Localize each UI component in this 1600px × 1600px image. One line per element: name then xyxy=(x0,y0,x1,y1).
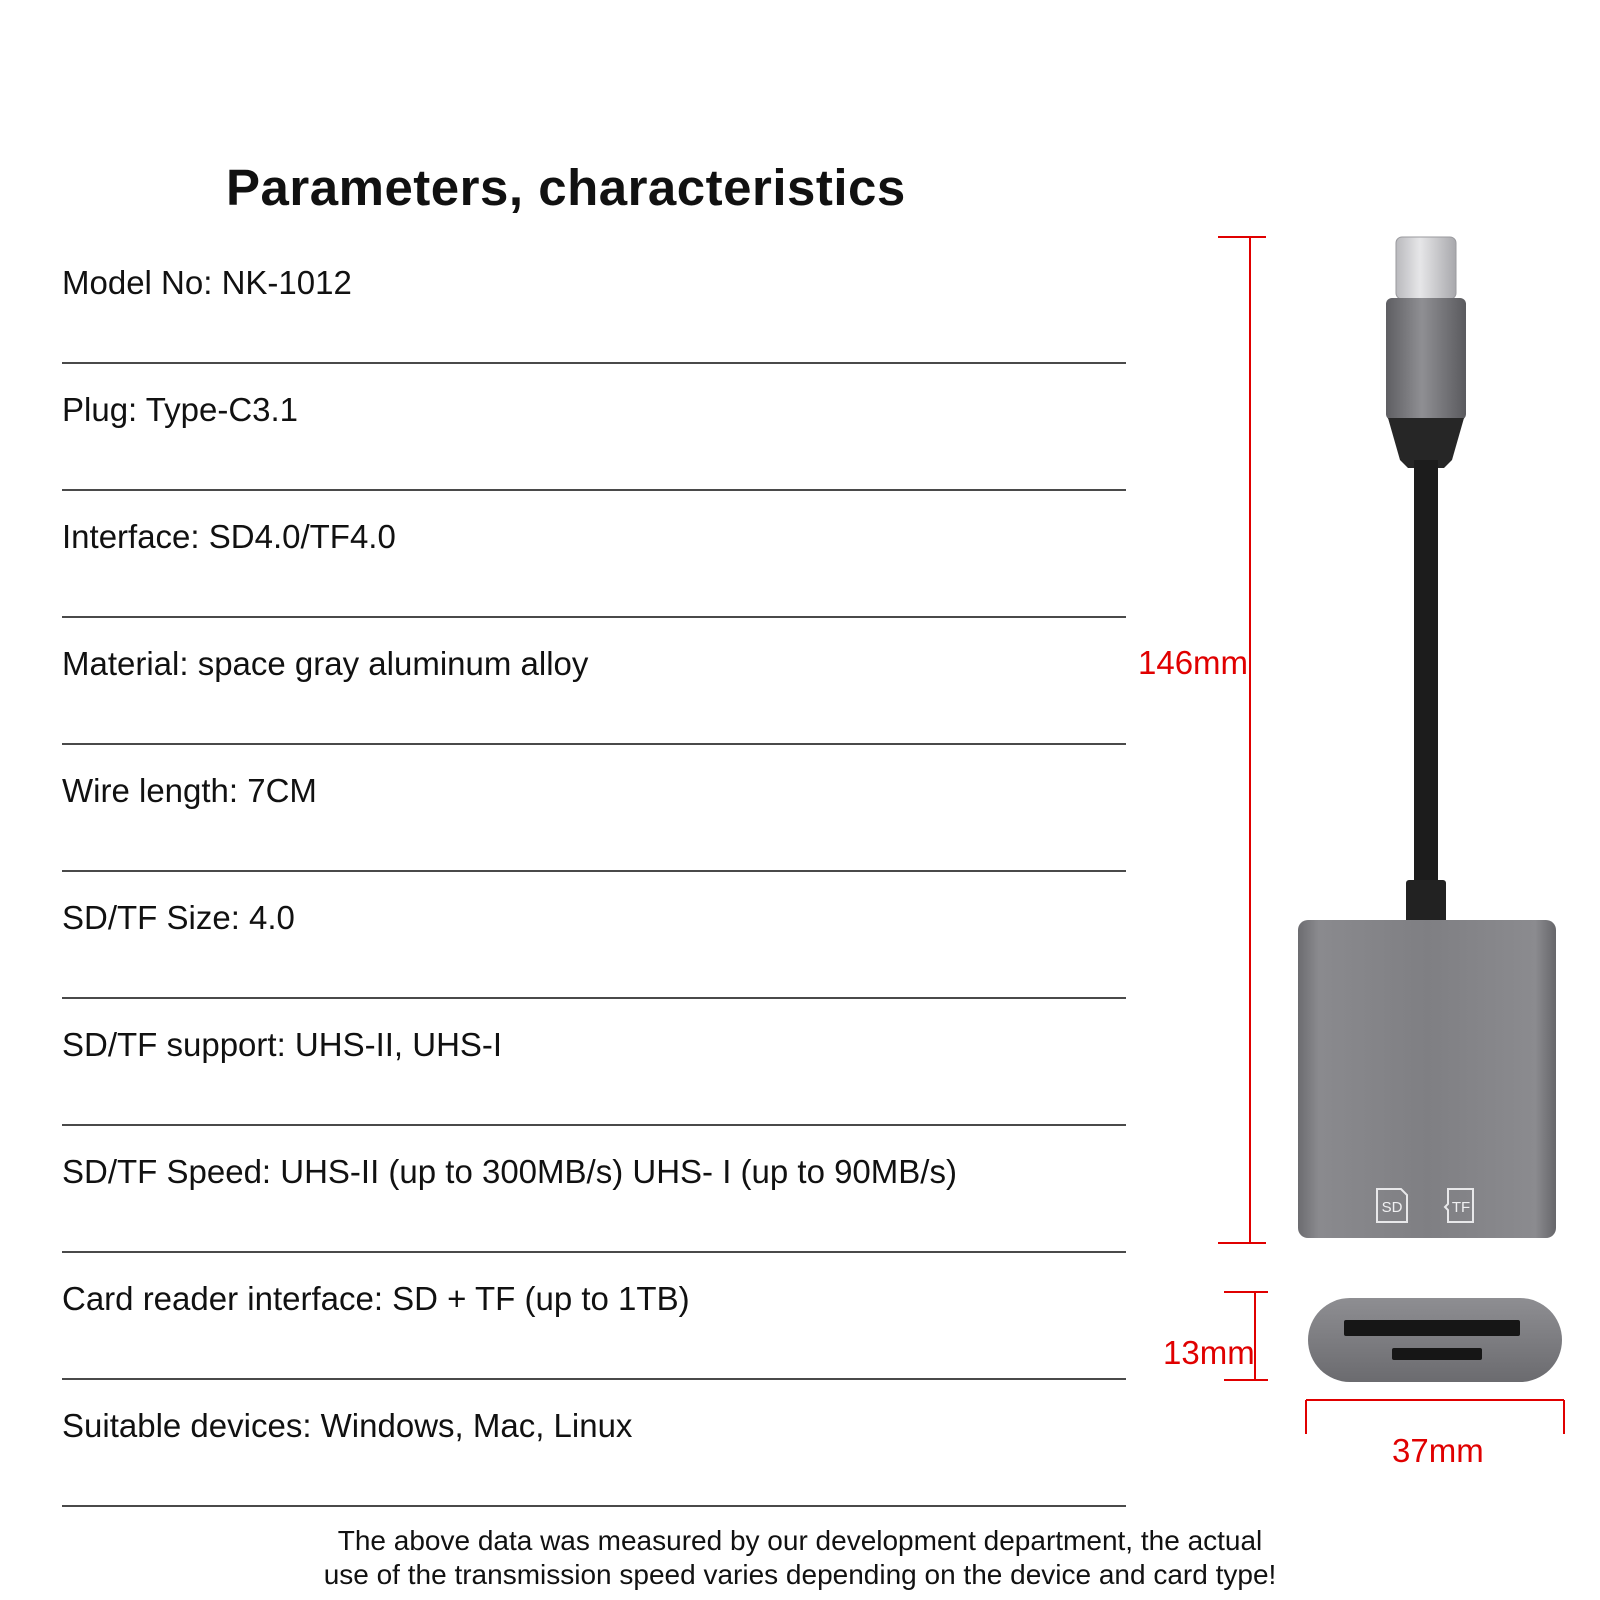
card-reader-illustration xyxy=(1100,220,1580,1460)
spec-size-text: SD/TF Size: 4.0 xyxy=(62,899,295,936)
cable-boot xyxy=(1406,880,1446,926)
spec-material-text: Material: space gray aluminum alloy xyxy=(62,645,589,682)
width-dimension-line xyxy=(1306,1400,1564,1434)
spec-card-reader-text: Card reader interface: SD + TF (up to 1TB) xyxy=(62,1280,690,1317)
page-title: Parameters, characteristics xyxy=(226,159,906,216)
spec-row-card-reader xyxy=(62,1253,1126,1380)
spec-row-model xyxy=(62,237,1126,364)
spec-interface-text: Interface: SD4.0/TF4.0 xyxy=(62,518,396,555)
spec-row-material xyxy=(62,618,1126,745)
length-dimension-line xyxy=(1218,237,1266,1243)
tf-slot xyxy=(1392,1348,1482,1360)
spec-row-devices xyxy=(62,1380,1126,1507)
spec-wire-length-text: Wire length: 7CM xyxy=(62,772,317,809)
usb-c-plug-tip xyxy=(1396,237,1456,299)
height-dimension-line xyxy=(1224,1292,1268,1380)
spec-devices-text: Suitable devices: Windows, Mac, Linux xyxy=(62,1407,633,1444)
spec-speed-text: SD/TF Speed: UHS-II (up to 300MB/s) UHS- I (up to 90MB/s) xyxy=(62,1153,957,1190)
height-dimension-label: 13mm xyxy=(1163,1334,1255,1371)
footnote-line-2: use of the transmission speed varies depending on the device and card type! xyxy=(323,1559,1277,1590)
spec-row-plug xyxy=(62,364,1126,491)
width-dimension-label: 37mm xyxy=(1392,1432,1484,1469)
spec-model-text: Model No: NK-1012 xyxy=(62,264,352,301)
spec-row-interface xyxy=(62,491,1126,618)
footnote xyxy=(0,1524,1600,1592)
cable xyxy=(1414,460,1438,890)
spec-row-speed xyxy=(62,1126,1126,1253)
sd-icon-label: SD xyxy=(1381,1199,1403,1216)
card-reader-end-view xyxy=(1308,1298,1562,1382)
spec-row-size xyxy=(62,872,1126,999)
sd-slot xyxy=(1344,1320,1520,1336)
spec-plug-text: Plug: Type-C3.1 xyxy=(62,391,299,428)
footnote-line-1: The above data was measured by our development department, the actual xyxy=(337,1525,1263,1556)
length-dimension-label: 146mm xyxy=(1138,644,1249,681)
spec-support-text: SD/TF support: UHS-II, UHS-I xyxy=(62,1026,503,1063)
card-reader-body xyxy=(1298,920,1556,1238)
tf-icon-label: TF xyxy=(1451,1199,1471,1216)
plug-collar xyxy=(1386,298,1466,420)
spec-row-support xyxy=(62,999,1126,1126)
spec-row-wire-length xyxy=(62,745,1126,872)
